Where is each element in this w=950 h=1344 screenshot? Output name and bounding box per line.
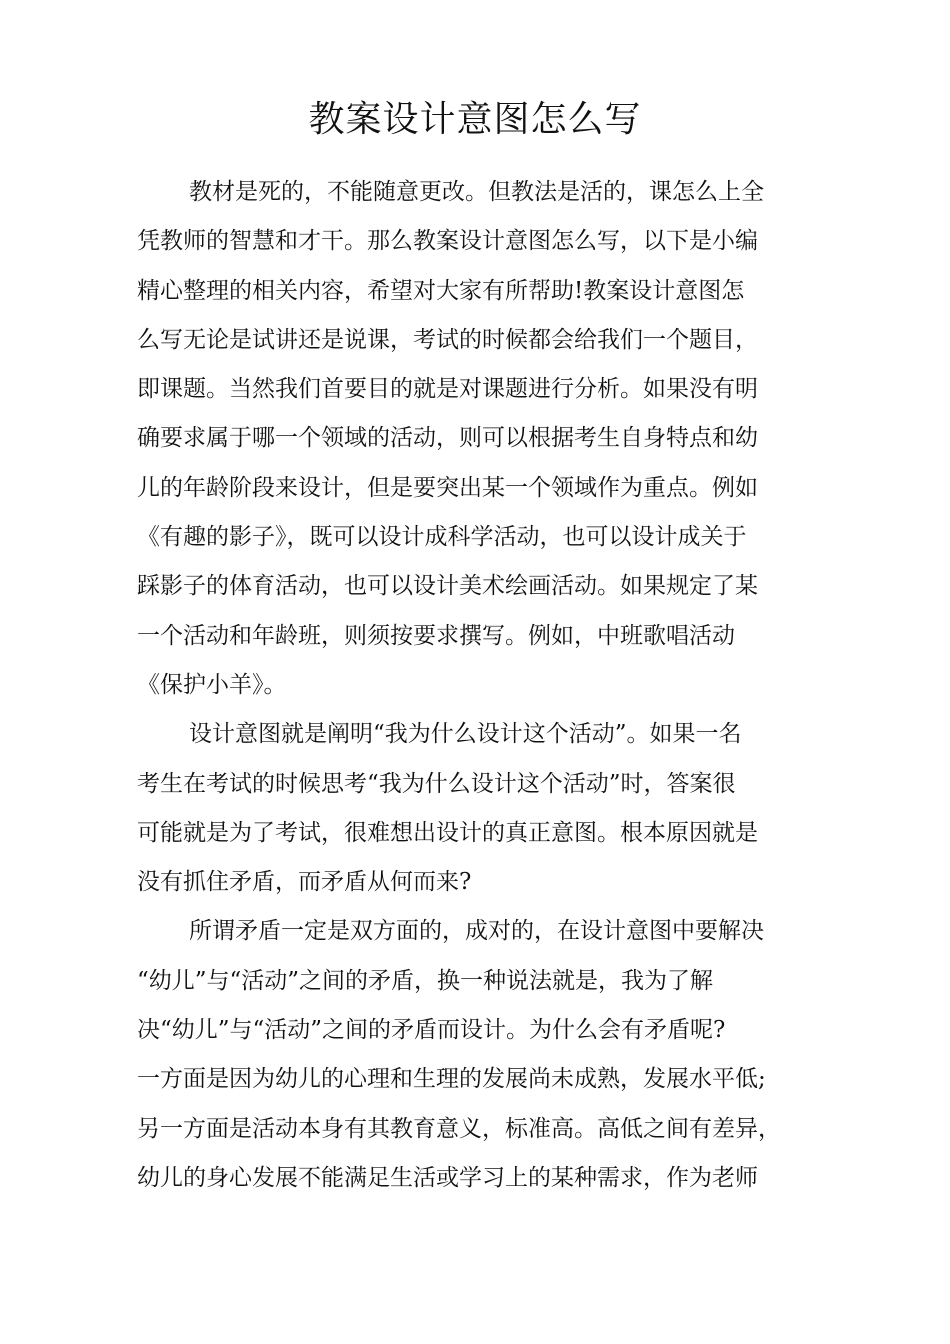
text-line: 精心整理的相关内容，希望对大家有所帮助!教案设计意图怎 [137, 277, 745, 304]
text-line: 教材是死的，不能随意更改。但教法是活的，课怎么上全 [189, 179, 764, 205]
paragraph-3 [137, 907, 827, 1203]
text-line: 一方面是因为幼儿的心理和生理的发展尚未成熟，发展水平低; [137, 1066, 766, 1093]
text-line: 踩影子的体育活动，也可以设计美术绘画活动。如果规定了某 [137, 573, 758, 600]
text-line: 即课题。当然我们首要目的就是对课题进行分析。如果没有明 [137, 376, 758, 403]
text-line: 一个活动和年龄班，则须按要求撰写。例如，中班歌唱活动 [137, 622, 735, 649]
paragraph-2 [137, 710, 827, 907]
text-line: 《保护小羊》。 [137, 671, 287, 698]
text-line: 儿的年龄阶段来设计，但是要突出某一个领域作为重点。例如 [137, 474, 758, 501]
text-line: 所谓矛盾一定是双方面的，成对的，在设计意图中要解决 [189, 918, 764, 945]
text-line: 另一方面是活动本身有其教育意义，标准高。高低之间有差异， [137, 1115, 781, 1142]
text-line: 幼儿的身心发展不能满足生活或学习上的某种需求，作为老师 [137, 1164, 758, 1191]
document-body [137, 168, 827, 1203]
text-line: 考生在考试的时候思考“我为什么设计这个活动”时，答案很 [137, 770, 736, 797]
text-line: 没有抓住矛盾，而矛盾从何而来? [137, 869, 472, 896]
document-title: 教案设计意图怎么写 [308, 99, 642, 140]
text-line: 确要求属于哪一个领域的活动，则可以根据考生自身特点和幼 [137, 425, 758, 452]
text-line: 可能就是为了考试，很难想出设计的真正意图。根本原因就是 [137, 819, 758, 846]
text-line: “幼儿”与“活动”之间的矛盾，换一种说法就是，我为了解 [137, 967, 714, 994]
text-line: 《有趣的影子》，既可以设计成科学活动，也可以设计成关于 [137, 524, 747, 551]
paragraph-1 [137, 168, 827, 710]
text-line: 么写无论是试讲还是说课，考试的时候都会给我们一个题目， [137, 326, 758, 353]
text-line: 凭教师的智慧和才干。那么教案设计意图怎么写，以下是小编 [137, 228, 758, 255]
text-line: 决“幼儿”与“活动”之间的矛盾而设计。为什么会有矛盾呢? [137, 1017, 726, 1044]
text-line: 设计意图就是阐明“我为什么设计这个活动”。如果一名 [189, 721, 742, 748]
